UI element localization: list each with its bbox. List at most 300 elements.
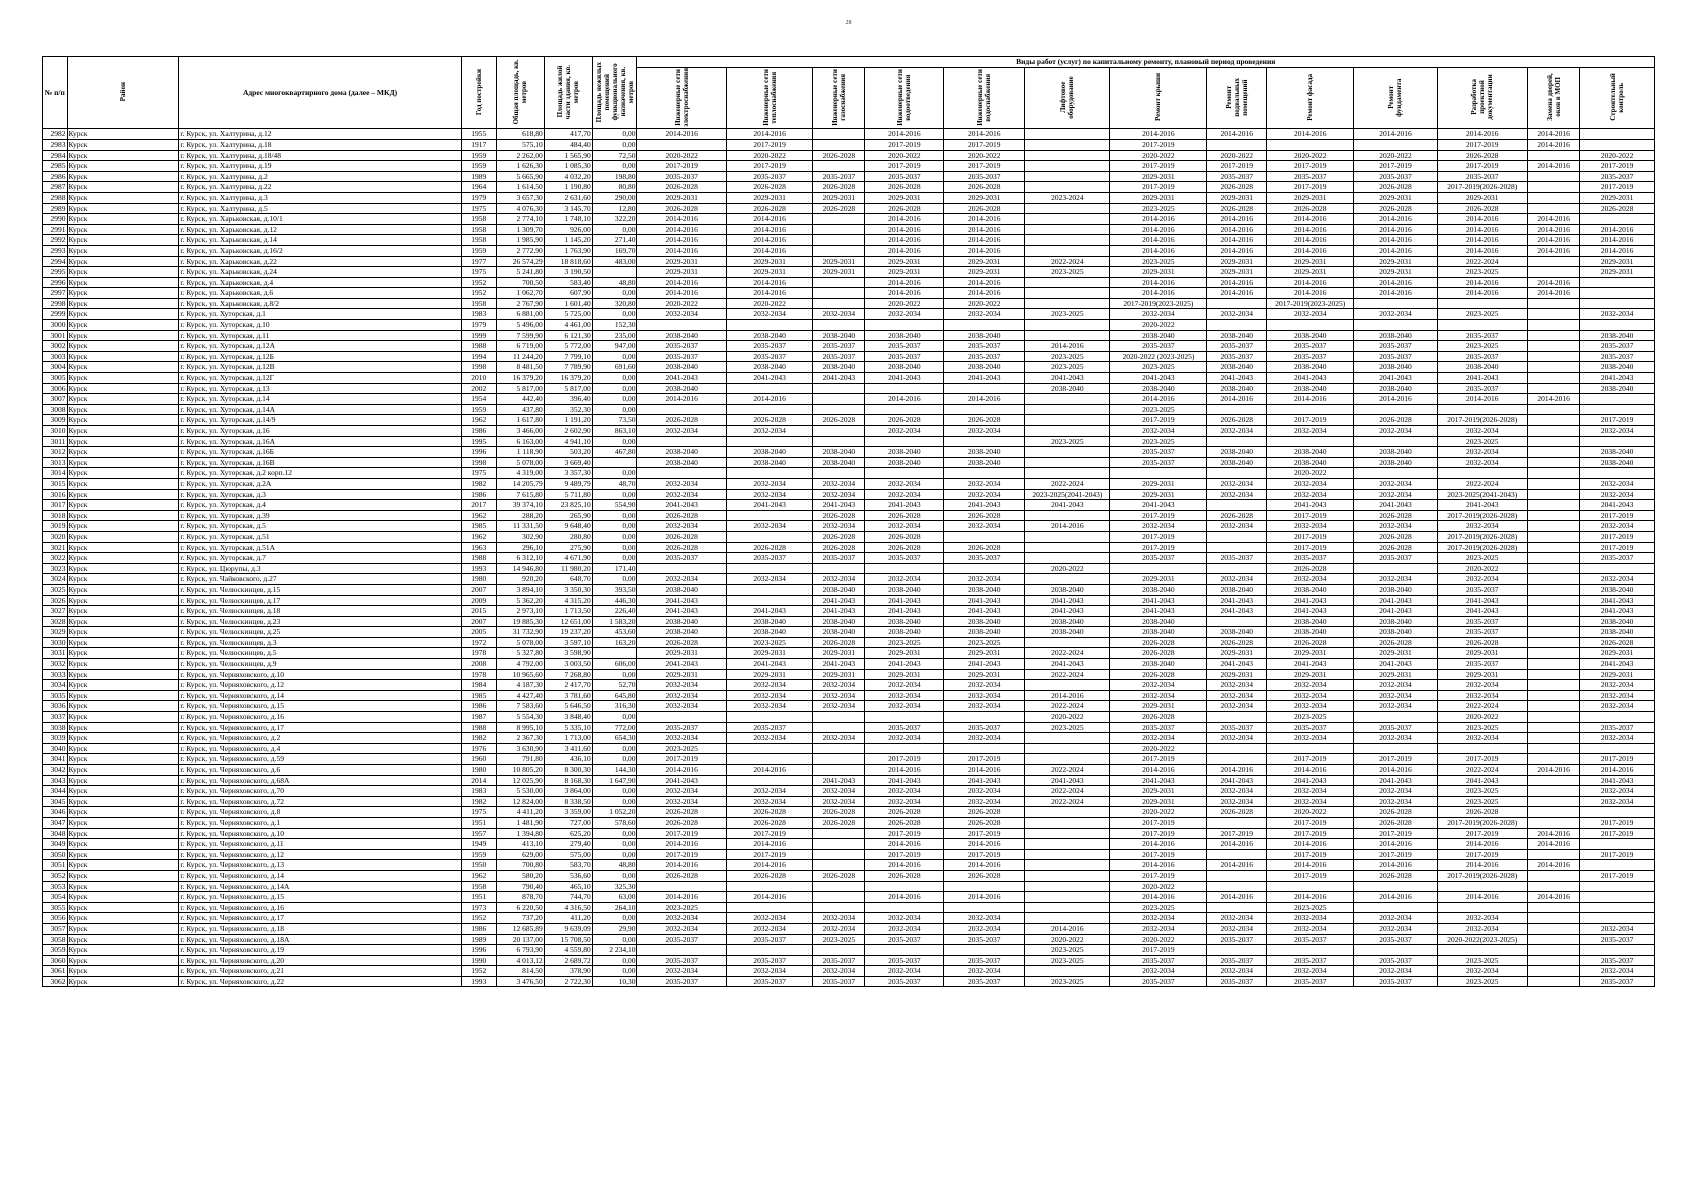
cell-work-period: 2032-2034 [813, 923, 865, 934]
cell-address: г. Курск, ул. Харьковская, д.10/1 [179, 214, 461, 225]
cell-work-period: 2026-2028 [865, 542, 944, 553]
cell-work-period: 2023-2025(2041-2043) [1437, 489, 1528, 500]
cell-address: г. Курск, ул. Хуторская, д.16В [179, 457, 461, 468]
cell-work-period [813, 754, 865, 765]
cell-work-period: 2017-2019 [1267, 542, 1354, 553]
cell-work-period [1580, 712, 1655, 723]
table-row [43, 712, 1655, 723]
cell-work-period: 2032-2034 [1580, 521, 1655, 532]
cell-work-period: 2032-2034 [813, 701, 865, 712]
cell-work-period: 2032-2034 [1267, 521, 1354, 532]
cell-work-period: 2041-2043 [726, 500, 812, 511]
cell-work-period: 2038-2040 [1207, 627, 1267, 638]
cell-work-period: 2014-2016 [1354, 394, 1437, 405]
cell-work-period: 2029-2031 [1354, 192, 1437, 203]
cell-nonliving-area: 48,80 [592, 277, 637, 288]
cell-work-period: 2029-2031 [1354, 267, 1437, 278]
cell-row-number: 3007 [43, 394, 68, 405]
cell-row-number: 3029 [43, 627, 68, 638]
cell-build-year: 1958 [461, 224, 496, 235]
cell-work-period: 2022-2024 [1025, 765, 1110, 776]
cell-living-area: 3 357,30 [544, 468, 592, 479]
cell-district: Курск [67, 966, 179, 977]
cell-row-number: 3054 [43, 892, 68, 903]
cell-work-period: 2038-2040 [1025, 584, 1110, 595]
cell-work-period [813, 881, 865, 892]
cell-work-period [726, 945, 812, 956]
cell-work-period: 2041-2043 [1354, 500, 1437, 511]
cell-work-period [1528, 330, 1580, 341]
cell-work-period [1267, 139, 1354, 150]
cell-total-area: 790,40 [496, 881, 544, 892]
cell-work-period: 2032-2034 [1267, 489, 1354, 500]
cell-work-period: 2023-2025 [1025, 945, 1110, 956]
cell-work-period: 2026-2028 [726, 542, 812, 553]
cell-work-period: 2029-2031 [726, 256, 812, 267]
cell-work-period [813, 722, 865, 733]
cell-work-period: 2035-2037 [1267, 976, 1354, 987]
cell-work-period: 2032-2034 [1580, 690, 1655, 701]
cell-work-period: 2026-2028 [944, 182, 1025, 193]
header-work-type-label: Ремонт крыши [1154, 72, 1163, 121]
cell-total-area: 6 163,00 [496, 436, 544, 447]
cell-nonliving-area: 0,00 [592, 139, 637, 150]
cell-work-period: 2014-2016 [944, 892, 1025, 903]
cell-work-period: 2014-2016 [1580, 224, 1655, 235]
cell-build-year: 1989 [461, 934, 496, 945]
cell-work-period: 2014-2016 [1528, 139, 1580, 150]
cell-living-area: 5 817,00 [544, 383, 592, 394]
cell-nonliving-area: 290,00 [592, 192, 637, 203]
cell-work-period: 2041-2043 [637, 500, 726, 511]
cell-build-year: 1983 [461, 786, 496, 797]
cell-build-year: 1962 [461, 531, 496, 542]
cell-work-period: 2014-2016 [1025, 923, 1110, 934]
cell-nonliving-area: 0,00 [592, 129, 637, 140]
cell-work-period [1528, 817, 1580, 828]
cell-work-period [813, 563, 865, 574]
cell-work-period: 2041-2043 [1267, 659, 1354, 670]
cell-work-period: 2017-2019 [1437, 754, 1528, 765]
table-row [43, 966, 1655, 977]
cell-work-period: 2026-2028 [1437, 637, 1528, 648]
cell-work-period: 2032-2034 [865, 966, 944, 977]
cell-work-period: 2032-2034 [865, 574, 944, 585]
cell-work-period: 2032-2034 [1580, 489, 1655, 500]
cell-work-period: 2017-2019 [1267, 510, 1354, 521]
cell-nonliving-area: 226,40 [592, 606, 637, 617]
cell-district: Курск [67, 510, 179, 521]
cell-work-period: 2017-2019 [1354, 161, 1437, 172]
cell-work-period: 2014-2016 [1354, 224, 1437, 235]
cell-living-area: 2 631,60 [544, 192, 592, 203]
cell-work-period: 2038-2040 [637, 616, 726, 627]
cell-work-period: 2026-2028 [1110, 637, 1207, 648]
cell-work-period: 2032-2034 [1110, 680, 1207, 691]
cell-work-period: 2041-2043 [1580, 595, 1655, 606]
cell-work-period [1528, 362, 1580, 373]
cell-district: Курск [67, 203, 179, 214]
cell-work-period: 2014-2016 [1354, 288, 1437, 299]
cell-work-period: 2041-2043 [1267, 606, 1354, 617]
cell-address: г. Курск, ул. Хуторская, д.2 корп.12 [179, 468, 461, 479]
cell-work-period: 2032-2034 [944, 786, 1025, 797]
cell-work-period: 2041-2043 [1110, 500, 1207, 511]
cell-work-period: 2038-2040 [865, 616, 944, 627]
cell-work-period [1528, 563, 1580, 574]
cell-work-period [1025, 817, 1110, 828]
cell-work-period: 2038-2040 [944, 447, 1025, 458]
cell-work-period [813, 139, 865, 150]
cell-work-period: 2014-2016 [1528, 394, 1580, 405]
cell-work-period: 2035-2037 [1580, 955, 1655, 966]
cell-work-period: 2035-2037 [726, 171, 812, 182]
cell-address: г. Курск, ул. Хуторская, д.16 [179, 426, 461, 437]
table-row [43, 150, 1655, 161]
cell-nonliving-area: 1 583,20 [592, 616, 637, 627]
cell-row-number: 2996 [43, 277, 68, 288]
cell-work-period: 2017-2019(2023-2025) [1267, 298, 1354, 309]
cell-address: г. Курск, ул. Хуторская, д.14/9 [179, 415, 461, 426]
header-nonliving-area-label: Площадь нежилых помещений функционального назначения, кв. метров [594, 61, 635, 122]
cell-work-period: 2014-2016 [865, 288, 944, 299]
cell-work-period: 2032-2034 [637, 309, 726, 320]
cell-work-period [1528, 743, 1580, 754]
cell-work-period: 2026-2028 [944, 807, 1025, 818]
cell-work-period [1025, 553, 1110, 564]
cell-district: Курск [67, 531, 179, 542]
cell-total-area: 1 481,90 [496, 817, 544, 828]
cell-work-period: 2014-2016 [1207, 860, 1267, 871]
cell-district: Курск [67, 129, 179, 140]
cell-work-period: 2014-2016 [1580, 765, 1655, 776]
cell-work-period [813, 765, 865, 776]
cell-work-period [1437, 404, 1528, 415]
cell-work-period: 2017-2019(2026-2028) [1437, 817, 1528, 828]
cell-work-period: 2017-2019 [865, 139, 944, 150]
cell-nonliving-area: 453,60 [592, 627, 637, 638]
cell-work-period: 2014-2016 [1267, 288, 1354, 299]
cell-work-period [1025, 839, 1110, 850]
cell-work-period [1437, 945, 1528, 956]
cell-work-period: 2029-2031 [1267, 256, 1354, 267]
cell-work-period: 2014-2016 [1437, 394, 1528, 405]
cell-work-period [813, 426, 865, 437]
cell-work-period: 2032-2034 [1437, 680, 1528, 691]
cell-work-period: 2035-2037 [1354, 171, 1437, 182]
cell-work-period: 2032-2034 [813, 733, 865, 744]
cell-work-period: 2032-2034 [944, 489, 1025, 500]
cell-work-period: 2038-2040 [1580, 616, 1655, 627]
cell-work-period: 2035-2037 [1110, 955, 1207, 966]
table-row [43, 457, 1655, 468]
cell-work-period: 2017-2019 [1207, 828, 1267, 839]
cell-living-area: 378,90 [544, 966, 592, 977]
cell-work-period: 2038-2040 [1437, 362, 1528, 373]
cell-district: Курск [67, 881, 179, 892]
header-work-type-label: Инженерные сети водоотведения [896, 68, 913, 126]
cell-work-period: 2041-2043 [1025, 373, 1110, 384]
cell-work-period [1025, 129, 1110, 140]
cell-district: Курск [67, 139, 179, 150]
header-district [67, 57, 179, 129]
cell-work-period: 2014-2016 [1528, 765, 1580, 776]
cell-work-period [1528, 542, 1580, 553]
cell-work-period: 2026-2028 [1207, 637, 1267, 648]
cell-work-period [1207, 542, 1267, 553]
header-work-type-label: Ремонт подвальных помещений [1224, 77, 1249, 117]
cell-address: г. Курск, ул. Черняховского, д.15 [179, 701, 461, 712]
cell-row-number: 3061 [43, 966, 68, 977]
cell-work-period [726, 902, 812, 913]
cell-work-period: 2014-2016 [1528, 892, 1580, 903]
table-row [43, 627, 1655, 638]
table-row [43, 531, 1655, 542]
header-work-type [1267, 67, 1354, 129]
cell-work-period: 2026-2028 [865, 415, 944, 426]
cell-total-area: 1 394,80 [496, 828, 544, 839]
cell-work-period: 2038-2040 [1267, 457, 1354, 468]
cell-work-period [1025, 807, 1110, 818]
cell-work-period: 2026-2028 [813, 817, 865, 828]
table-row [43, 616, 1655, 627]
cell-work-period [1025, 542, 1110, 553]
cell-district: Курск [67, 892, 179, 903]
cell-address: г. Курск, ул. Халтурина, д.19 [179, 161, 461, 172]
cell-total-area: 11 331,50 [496, 521, 544, 532]
cell-work-period: 2032-2034 [1207, 309, 1267, 320]
cell-district: Курск [67, 627, 179, 638]
cell-work-period [813, 892, 865, 903]
cell-work-period [1110, 468, 1207, 479]
cell-work-period [1025, 743, 1110, 754]
table-row [43, 478, 1655, 489]
cell-work-period: 2014-2016 [637, 839, 726, 850]
cell-build-year: 1996 [461, 447, 496, 458]
cell-work-period [637, 139, 726, 150]
cell-work-period [1207, 743, 1267, 754]
cell-work-period: 2035-2037 [637, 171, 726, 182]
cell-work-period [637, 712, 726, 723]
cell-work-period: 2026-2028 [1267, 203, 1354, 214]
cell-work-period [813, 902, 865, 913]
cell-district: Курск [67, 394, 179, 405]
cell-row-number: 3030 [43, 637, 68, 648]
cell-work-period: 2017-2019 [1580, 817, 1655, 828]
cell-work-period [1528, 966, 1580, 977]
cell-work-period: 2023-2025 [865, 637, 944, 648]
cell-work-period: 2017-2019 [1267, 870, 1354, 881]
cell-district: Курск [67, 680, 179, 691]
cell-district: Курск [67, 574, 179, 585]
cell-work-period [1025, 468, 1110, 479]
cell-build-year: 1959 [461, 849, 496, 860]
cell-total-area: 6 719,00 [496, 341, 544, 352]
cell-work-period: 2032-2034 [726, 733, 812, 744]
cell-work-period [1528, 648, 1580, 659]
cell-work-period: 2014-2016 [1267, 245, 1354, 256]
cell-work-period: 2032-2034 [1437, 574, 1528, 585]
cell-living-area: 15 708,50 [544, 934, 592, 945]
cell-nonliving-area: 0,00 [592, 373, 637, 384]
cell-work-period [1025, 426, 1110, 437]
cell-build-year: 1975 [461, 267, 496, 278]
cell-work-period: 2022-2024 [1437, 478, 1528, 489]
cell-work-period: 2026-2028 [1207, 510, 1267, 521]
cell-district: Курск [67, 235, 179, 246]
cell-work-period: 2038-2040 [1110, 616, 1207, 627]
cell-work-period: 2038-2040 [637, 457, 726, 468]
cell-work-period: 2020-2022 [944, 298, 1025, 309]
cell-work-period: 2029-2031 [813, 192, 865, 203]
cell-work-period [865, 383, 944, 394]
cell-row-number: 2991 [43, 224, 68, 235]
cell-work-period: 2026-2028 [865, 817, 944, 828]
cell-work-period: 2029-2031 [813, 669, 865, 680]
cell-row-number: 2990 [43, 214, 68, 225]
cell-work-period: 2032-2034 [1267, 923, 1354, 934]
cell-work-period: 2041-2043 [1437, 775, 1528, 786]
cell-work-period [944, 902, 1025, 913]
cell-work-period: 2020-2022 [1025, 934, 1110, 945]
cell-work-period: 2014-2016 [726, 892, 812, 903]
cell-district: Курск [67, 267, 179, 278]
table-row [43, 892, 1655, 903]
cell-work-period: 2017-2019 [1207, 161, 1267, 172]
cell-work-period [1528, 754, 1580, 765]
cell-living-area: 1 565,90 [544, 150, 592, 161]
cell-work-period [813, 245, 865, 256]
cell-work-period: 2026-2028 [1354, 510, 1437, 521]
cell-work-period: 2035-2037 [726, 955, 812, 966]
cell-work-period: 2017-2019 [1110, 870, 1207, 881]
cell-build-year: 1955 [461, 129, 496, 140]
cell-work-period: 2032-2034 [1580, 966, 1655, 977]
cell-work-period: 2032-2034 [1354, 680, 1437, 691]
cell-work-period: 2017-2019 [1354, 754, 1437, 765]
cell-work-period: 2038-2040 [1354, 362, 1437, 373]
cell-address: г. Курск, ул. Черняховского, д.72 [179, 796, 461, 807]
cell-work-period: 2017-2019 [865, 161, 944, 172]
cell-work-period [1528, 733, 1580, 744]
cell-work-period: 2023-2025 [1437, 341, 1528, 352]
header-work-type-label: Ремонт фасада [1306, 73, 1315, 121]
cell-work-period: 2032-2034 [865, 923, 944, 934]
cell-work-period: 2014-2016 [1528, 860, 1580, 871]
cell-nonliving-area: 645,80 [592, 690, 637, 701]
cell-work-period: 2035-2037 [813, 341, 865, 352]
cell-work-period: 2014-2016 [865, 394, 944, 405]
cell-work-period [813, 383, 865, 394]
cell-district: Курск [67, 860, 179, 871]
cell-work-period: 2029-2031 [1267, 267, 1354, 278]
cell-work-period: 2017-2019(2026-2028) [1437, 870, 1528, 881]
cell-row-number: 3048 [43, 828, 68, 839]
cell-address: г. Курск, ул. Хуторская, д.16Б [179, 447, 461, 458]
cell-work-period [1528, 150, 1580, 161]
cell-work-period: 2017-2019 [1354, 849, 1437, 860]
cell-address: г. Курск, ул. Харьковская, д.16/2 [179, 245, 461, 256]
cell-living-area: 5 335,10 [544, 722, 592, 733]
cell-work-period: 2035-2037 [726, 934, 812, 945]
table-row [43, 415, 1655, 426]
table-row [43, 489, 1655, 500]
cell-work-period: 2032-2034 [726, 478, 812, 489]
cell-work-period: 2014-2016 [726, 839, 812, 850]
cell-work-period: 2035-2037 [726, 722, 812, 733]
cell-work-period: 2032-2034 [726, 690, 812, 701]
cell-work-period: 2014-2016 [1267, 235, 1354, 246]
cell-work-period: 2029-2031 [1110, 478, 1207, 489]
cell-work-period: 2035-2037 [1580, 341, 1655, 352]
cell-work-period: 2014-2016 [726, 129, 812, 140]
cell-nonliving-area: 169,70 [592, 245, 637, 256]
cell-work-period: 2038-2040 [865, 330, 944, 341]
cell-work-period: 2014-2016 [1437, 214, 1528, 225]
cell-work-period: 2032-2034 [1437, 733, 1528, 744]
cell-build-year: 1994 [461, 351, 496, 362]
cell-living-area: 3 781,60 [544, 690, 592, 701]
table-row [43, 902, 1655, 913]
cell-work-period: 2014-2016 [637, 394, 726, 405]
cell-row-number: 2994 [43, 256, 68, 267]
cell-work-period: 2026-2028 [813, 150, 865, 161]
header-num: № п/п [43, 57, 68, 129]
cell-work-period: 2041-2043 [1207, 659, 1267, 670]
cell-work-period: 2014-2016 [1110, 235, 1207, 246]
cell-nonliving-area: 0,00 [592, 955, 637, 966]
cell-work-period: 2022-2024 [1025, 648, 1110, 659]
cell-district: Курск [67, 796, 179, 807]
cell-living-area: 5 725,00 [544, 309, 592, 320]
cell-work-period: 2014-2016 [637, 860, 726, 871]
cell-work-period: 2023-2025 [1437, 976, 1528, 987]
cell-work-period [1354, 712, 1437, 723]
cell-work-period [1207, 945, 1267, 956]
cell-living-area: 744,70 [544, 892, 592, 903]
table-row [43, 436, 1655, 447]
cell-district: Курск [67, 553, 179, 564]
cell-work-period: 2032-2034 [1437, 690, 1528, 701]
cell-work-period [1025, 394, 1110, 405]
cell-work-period [1354, 563, 1437, 574]
cell-work-period [944, 881, 1025, 892]
cell-work-period: 2017-2019 [944, 754, 1025, 765]
cell-work-period: 2035-2037 [1437, 351, 1528, 362]
cell-work-period: 2029-2031 [1437, 192, 1528, 203]
cell-work-period: 2038-2040 [1110, 627, 1207, 638]
cell-address: г. Курск, ул. Харьковская, д.4 [179, 277, 461, 288]
cell-work-period: 2032-2034 [1354, 796, 1437, 807]
cell-nonliving-area: 316,30 [592, 701, 637, 712]
cell-work-period [637, 436, 726, 447]
cell-work-period: 2041-2043 [637, 659, 726, 670]
cell-work-period: 2017-2019 [1437, 828, 1528, 839]
cell-address: г. Курск, ул. Хуторская, д.51 [179, 531, 461, 542]
cell-nonliving-area [592, 457, 637, 468]
header-address: Адрес многоквартирного дома (далее – МКД) [179, 57, 461, 129]
table-row [43, 288, 1655, 299]
cell-work-period [726, 754, 812, 765]
cell-build-year: 2010 [461, 373, 496, 384]
cell-work-period: 2017-2019(2026-2028) [1437, 182, 1528, 193]
cell-work-period: 2035-2037 [1267, 955, 1354, 966]
cell-work-period [1528, 786, 1580, 797]
cell-work-period: 2038-2040 [813, 627, 865, 638]
cell-build-year: 1972 [461, 637, 496, 648]
cell-address: г. Курск, ул. Черняховского, д.14 [179, 870, 461, 881]
cell-work-period: 2026-2028 [865, 870, 944, 881]
